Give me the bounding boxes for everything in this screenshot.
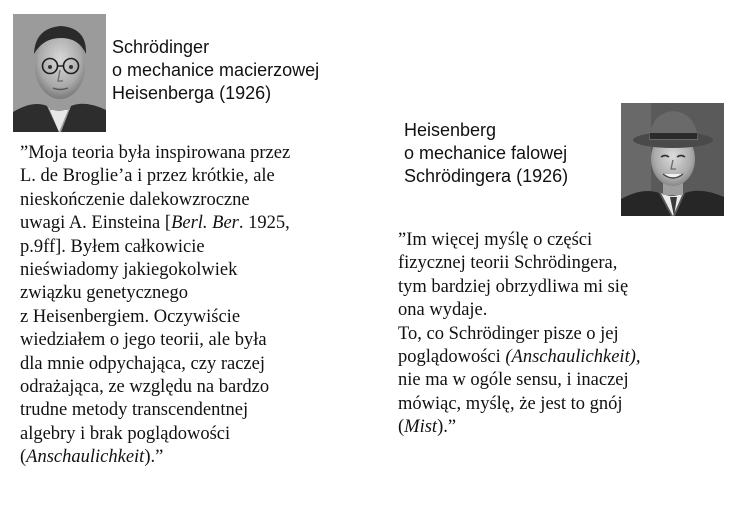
quote-line [20, 189, 290, 212]
quote-line [20, 306, 290, 329]
quote-text: L. de Broglie’a i przez krótkie, ale [20, 166, 275, 187]
heisenberg-quote [398, 229, 641, 440]
quote-text: algebry i brak poglądowości [20, 423, 231, 444]
schrodinger-portrait [13, 14, 106, 132]
heisenberg-portrait [621, 103, 724, 216]
quote-line [398, 323, 641, 346]
schrodinger-caption-line: Heisenberga (1926) [112, 83, 272, 103]
quote-line [20, 282, 290, 305]
quote-italic-text: Mist [404, 417, 438, 438]
quote-line [398, 393, 641, 416]
quote-line [398, 252, 641, 275]
quote-text: poglądowości [398, 347, 506, 368]
quote-line [20, 423, 290, 446]
heisenberg-caption-line: Schrödingera (1926) [404, 166, 569, 186]
quote-line [398, 369, 641, 392]
quote-text: . 1925, [238, 213, 290, 234]
heisenberg-caption [404, 119, 568, 188]
schrodinger-caption [112, 36, 319, 105]
quote-line [398, 299, 641, 322]
quote-line [20, 165, 290, 188]
quote-text: ”Moja teoria była inspirowana przez [20, 143, 291, 163]
schrodinger-caption-line: o mechanice macierzowej [112, 60, 320, 80]
quote-text: ( [398, 417, 405, 438]
quote-text: dla mnie odpychająca, czy raczej [20, 353, 265, 374]
quote-text: mówiąc, myślę, że jest to gnój [398, 393, 623, 414]
quote-text: nieświadomy jakiegokolwiek [20, 260, 238, 281]
quote-line [20, 236, 290, 259]
quote-italic-text: Berl. Ber [171, 213, 239, 234]
quote-line [20, 399, 290, 422]
quote-text: nieskończenie dalekowzroczne [20, 189, 250, 210]
quote-line [398, 416, 641, 439]
quote-text: p.9ff]. Byłem całkowicie [20, 236, 205, 257]
quote-text: ona wydaje. [398, 300, 488, 321]
heisenberg-caption-line: Heisenberg [404, 120, 497, 140]
quote-text: wiedziałem o jego teorii, ale była [20, 330, 267, 351]
quote-line [20, 376, 290, 399]
quote-text: ).” [437, 417, 457, 438]
quote-line [398, 276, 641, 299]
quote-line [20, 259, 290, 282]
quote-text: tym bardziej obrzydliwa mi się [398, 276, 629, 297]
quote-line [20, 446, 290, 469]
quote-text: uwagi A. Einsteina [ [20, 213, 172, 234]
schrodinger-quote [20, 142, 290, 470]
quote-text: ).” [144, 447, 164, 468]
quote-line [20, 329, 290, 352]
quote-line [398, 346, 641, 369]
quote-line [20, 212, 290, 235]
quote-line [20, 142, 290, 165]
quote-text: odrażająca, ze względu na bardzo [20, 377, 270, 398]
quote-text: fizycznej teorii Schrödingera, [398, 253, 618, 274]
heisenberg-caption-line: o mechanice falowej [404, 143, 568, 163]
quote-italic-text: Anschaulichkeit [26, 447, 145, 468]
schrodinger-caption-line: Schrödinger [112, 37, 210, 57]
quote-line [398, 229, 641, 252]
quote-text: nie ma w ogóle sensu, i inaczej [398, 370, 629, 391]
quote-line [20, 353, 290, 376]
quote-text: ( [20, 447, 27, 468]
quote-italic-text: (Anschaulichkeit), [505, 347, 641, 368]
quote-text: trudne metody transcendentnej [20, 400, 249, 421]
quote-text: To, co Schrödinger pisze o jej [398, 323, 619, 344]
quote-text: związku genetycznego [20, 283, 188, 304]
quote-text: ”Im więcej myślę o części [398, 230, 593, 250]
quote-text: z Heisenbergiem. Oczywiście [20, 306, 241, 327]
